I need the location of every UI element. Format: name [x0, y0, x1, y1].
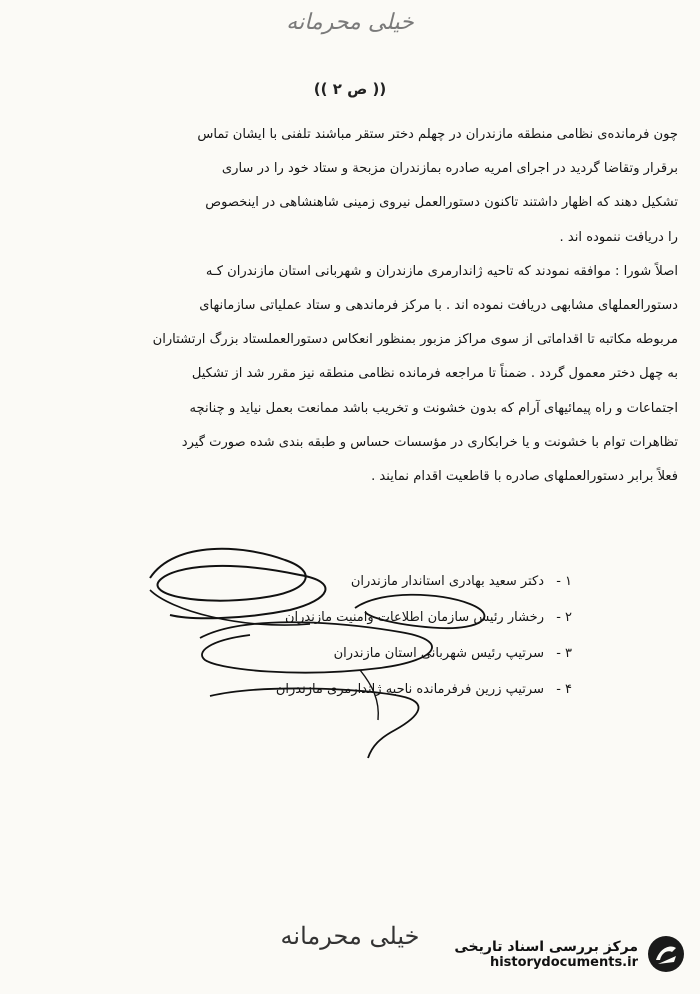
- signatory-number: ۱ -: [556, 573, 572, 589]
- body-line: اجتماعات و راه پیمائیهای آرام که بدون خشونت و تخریب باشد ممانعت بعمل نیاید و چنانچه: [189, 400, 678, 416]
- signatory-name: سرتیپ زرین فرفرمانده ناحیه ژاندارمری مازندران: [275, 681, 544, 697]
- signatories-list: [212, 563, 572, 707]
- body-line: به چهل دختر معمول گردد . ضمناً تا مراجعه فرمانده نظامی منطقه نیز مقرر شد از تشکیل: [191, 366, 678, 382]
- body-line: را دریافت ننموده اند .: [559, 229, 678, 245]
- watermark-url: historydocuments.ir: [489, 954, 638, 970]
- signatory-row: [212, 671, 572, 707]
- body-line: چون فرمانده‌ی نظامی منطقه مازندران در چهلم دختر ستقر مباشند تلفنی با ایشان تماس: [197, 127, 678, 142]
- body-line: دستورالعملهای مشابهی دریافت نموده اند . با مرکز فرماندهی و ستاد عملیاتی سازمانهای: [199, 297, 678, 313]
- signatory-row: [212, 599, 572, 635]
- signatory-row: [212, 563, 572, 599]
- archive-watermark: [386, 928, 686, 980]
- watermark-text: [454, 939, 638, 970]
- classification-stamp: خیلی محرمانه: [286, 10, 414, 35]
- body-line: مربوطه مکاتبه تا اقداماتی از سوی مراکز مزبور بمنظور انعکاس دستورالعملستاد بزرگ ارتشتاران: [152, 332, 678, 348]
- signatory-number: ۴ -: [556, 681, 572, 697]
- body-line: تظاهرات توام با خشونت و یا خرابکاری در مؤسسات حساس و طبقه بندی شده صورت گیرد: [181, 434, 678, 450]
- body-line: تشکیل دهند که اظهار داشتند تاکنون دستورالعمل نیروی زمینی شاهنشاهی در اینخصوص: [205, 195, 678, 211]
- signatory-number: ۲ -: [556, 609, 572, 625]
- signatory-name: سرتیپ رئیس شهربانی استان مازندران: [333, 645, 544, 661]
- signatory-name: دکتر سعید بهادری استاندار مازندران: [350, 573, 544, 589]
- body-line: فعلاً برابر دستورالعملهای صادره با قاطعیت اقدام نمایند .: [371, 468, 678, 484]
- archive-logo-icon: [646, 934, 686, 974]
- footer-classification-stamp: خیلی محرمانه: [280, 922, 420, 950]
- document-body: [28, 118, 678, 494]
- body-line: اصلاً شورا : موافقه نمودند که تاحیه ژاندارمری مازندران و شهربانی استان مازندران کـه: [205, 263, 678, 279]
- page-number: (( ص ۲ )): [313, 80, 387, 98]
- body-line: برقرار وتقاضا گردید در اجرای امریه صادره بمازندران مزبحة و ستاد خود را در ساری: [221, 161, 678, 177]
- signatory-name: رخشار رئیس سازمان اطلاعات وامنیت مازندران: [284, 609, 544, 625]
- signatory-row: [212, 635, 572, 671]
- signatory-number: ۳ -: [556, 645, 572, 661]
- watermark-title: مرکز بررسی اسناد تاریخی: [454, 938, 638, 955]
